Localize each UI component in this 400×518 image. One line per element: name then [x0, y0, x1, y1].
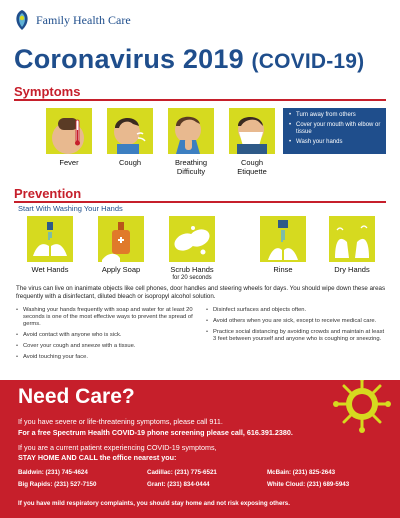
cough-etiquette-box — [283, 108, 386, 154]
family-logo-icon — [12, 9, 32, 31]
tip-item: • Avoid others when you are sick, except to receive medical care. — [206, 318, 386, 325]
scrub-hands-icon — [169, 216, 215, 262]
step-label-dry: Dry Hands — [334, 265, 370, 274]
care-patient-line: If you are a current patient experiencing COVID-19 symptoms, — [18, 443, 217, 452]
thermometer-icon — [46, 108, 92, 154]
tips-left — [16, 307, 196, 365]
step-note: for 20 seconds — [172, 275, 212, 281]
need-care-section — [0, 380, 400, 518]
prevention-heading: Prevention — [14, 186, 82, 201]
care-footer: If you have mild respiratory complaints, you should stay home and not risk exposing others. — [18, 500, 290, 507]
tip-item: • Practice social distancing by avoiding crowds and maintain at least 3 feet between yourself and anyone who is coughing or sneezing. — [206, 329, 386, 343]
page-title — [14, 44, 364, 75]
brand-name: Family Health Care — [36, 12, 131, 27]
symptom-label-etiquette: Cough Etiquette — [237, 158, 267, 176]
etiquette-tip: • Wash your hands — [289, 139, 382, 146]
office-phone-cadillac: Cadillac: (231) 775-6521 — [147, 469, 217, 476]
symptom-label-fever: Fever — [59, 158, 79, 167]
title-sub: (COVID-19) — [251, 50, 365, 73]
need-care-heading: Need Care? — [18, 385, 135, 408]
tissue-icon — [229, 108, 275, 154]
wet-hands-icon — [27, 216, 73, 262]
step-label-wet: Wet Hands — [31, 265, 69, 274]
care-emergency-line: If you have severe or life-threatening symptoms, please call 911. — [18, 417, 223, 426]
symptoms-divider — [14, 99, 386, 101]
tip-item: • Disinfect surfaces and objects often. — [206, 307, 386, 314]
prevention-divider — [14, 201, 386, 203]
prevention-subheading: Start With Washing Your Hands — [18, 204, 123, 213]
rinse-icon — [260, 216, 306, 262]
brand-logo — [12, 8, 131, 32]
tip-item: • Avoid contact with anyone who is sick. — [16, 332, 196, 339]
office-phone-white-cloud: White Cloud: (231) 689-5943 — [267, 481, 350, 488]
dry-hands-icon — [329, 216, 375, 262]
care-stay-home-line: STAY HOME AND CALL the office nearest you: — [18, 453, 177, 462]
virus-icon — [332, 380, 392, 434]
title-main: Coronavirus 2019 — [14, 44, 244, 74]
office-phone-big-rapids: Big Rapids: (231) 527-7150 — [18, 481, 97, 488]
tip-item: • Washing your hands frequently with soap and water for at least 20 seconds is one of the most effective ways to prevent the spread of germs. — [16, 307, 196, 328]
tips-right — [206, 307, 386, 347]
symptom-label-breathing: Breathing Difficulty — [174, 158, 208, 176]
office-phone-baldwin: Baldwin: (231) 745-4624 — [18, 469, 88, 476]
cough-icon — [107, 108, 153, 154]
etiquette-tip: • Cover your mouth with elbow or tissue — [289, 122, 382, 136]
virus-description: The virus can live on inanimate objects like cell phones, door handles and steering wheels for days. You should wipe down these areas frequently with a disinfectant, diluted bleach or isopropyl alcohol solution. — [16, 285, 386, 300]
office-phone-grant: Grant: (231) 834-0444 — [147, 481, 210, 488]
care-screening-line: For a free Spectrum Health COVID-19 phone screening please call, 616.391.2380. — [18, 428, 293, 437]
step-label-scrub: Scrub Hands for 20 seconds — [161, 265, 223, 283]
etiquette-tip: • Turn away from others — [289, 112, 382, 119]
soap-icon — [98, 216, 144, 262]
tip-item: • Avoid touching your face. — [16, 354, 196, 361]
symptoms-heading: Symptoms — [14, 84, 81, 99]
office-phone-mcbain: McBain: (231) 825-2643 — [267, 469, 336, 476]
breathing-icon — [168, 108, 214, 154]
step-label-rinse: Rinse — [273, 265, 293, 274]
step-label-soap: Apply Soap — [101, 265, 141, 274]
tip-item: • Cover your cough and sneeze with a tissue. — [16, 343, 196, 350]
symptom-label-cough: Cough — [118, 158, 142, 167]
